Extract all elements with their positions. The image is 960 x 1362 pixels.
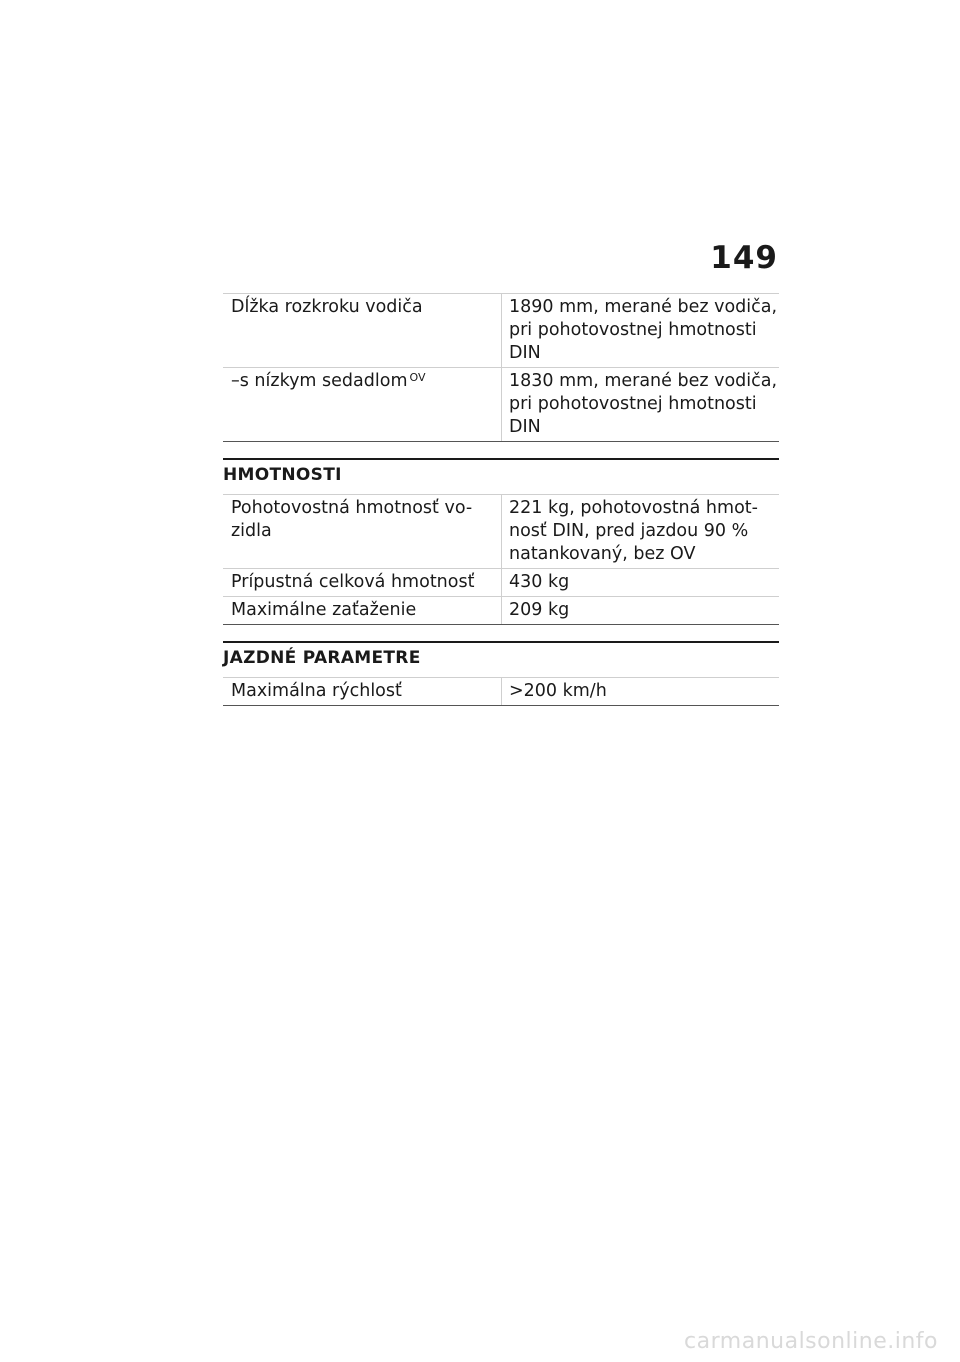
row-label — [223, 294, 502, 367]
row-value: 221 kg, pohotovostná hmot-nosť DIN, pred jazdou 90 % natankovaný, bez OV — [509, 498, 758, 564]
weights-section — [223, 458, 779, 625]
section-title: JAZDNÉ PARAMETRE — [223, 643, 779, 678]
section-title: HMOTNOSTI — [223, 460, 779, 495]
table-row — [223, 569, 779, 597]
ergonomics-table — [223, 293, 779, 442]
table-row — [223, 293, 779, 368]
row-value: 1830 mm, merané bez vodiča, pri pohotovostnej hmotnosti DIN — [509, 371, 778, 437]
row-value: >200 km/h — [509, 681, 607, 701]
row-value: 430 kg — [509, 572, 570, 592]
row-value: 209 kg — [509, 600, 570, 620]
row-label — [223, 368, 502, 441]
page-number: 149 — [710, 240, 778, 276]
spec-content — [223, 293, 779, 706]
row-label: Pohotovostná hmotnosť vo-zidla — [223, 495, 502, 568]
table-row — [223, 495, 779, 569]
performance-section — [223, 641, 779, 706]
table-row — [223, 368, 779, 442]
row-label-text: Dĺžka rozkroku vodiča — [231, 297, 423, 317]
row-value: 1890 mm, merané bez vodiča, pri pohotovostnej hmotnosti DIN — [509, 297, 778, 363]
row-label-text: –s nízkym sedadlom — [231, 371, 408, 391]
row-label: Maximálna rýchlosť — [223, 678, 502, 705]
table-row — [223, 597, 779, 625]
row-label-superscript: OV — [409, 371, 426, 384]
row-label: Maximálne zaťaženie — [223, 597, 502, 624]
table-row — [223, 678, 779, 706]
watermark: carmanualsonline.info — [684, 1329, 938, 1354]
row-label: Prípustná celková hmotnosť — [223, 569, 502, 596]
